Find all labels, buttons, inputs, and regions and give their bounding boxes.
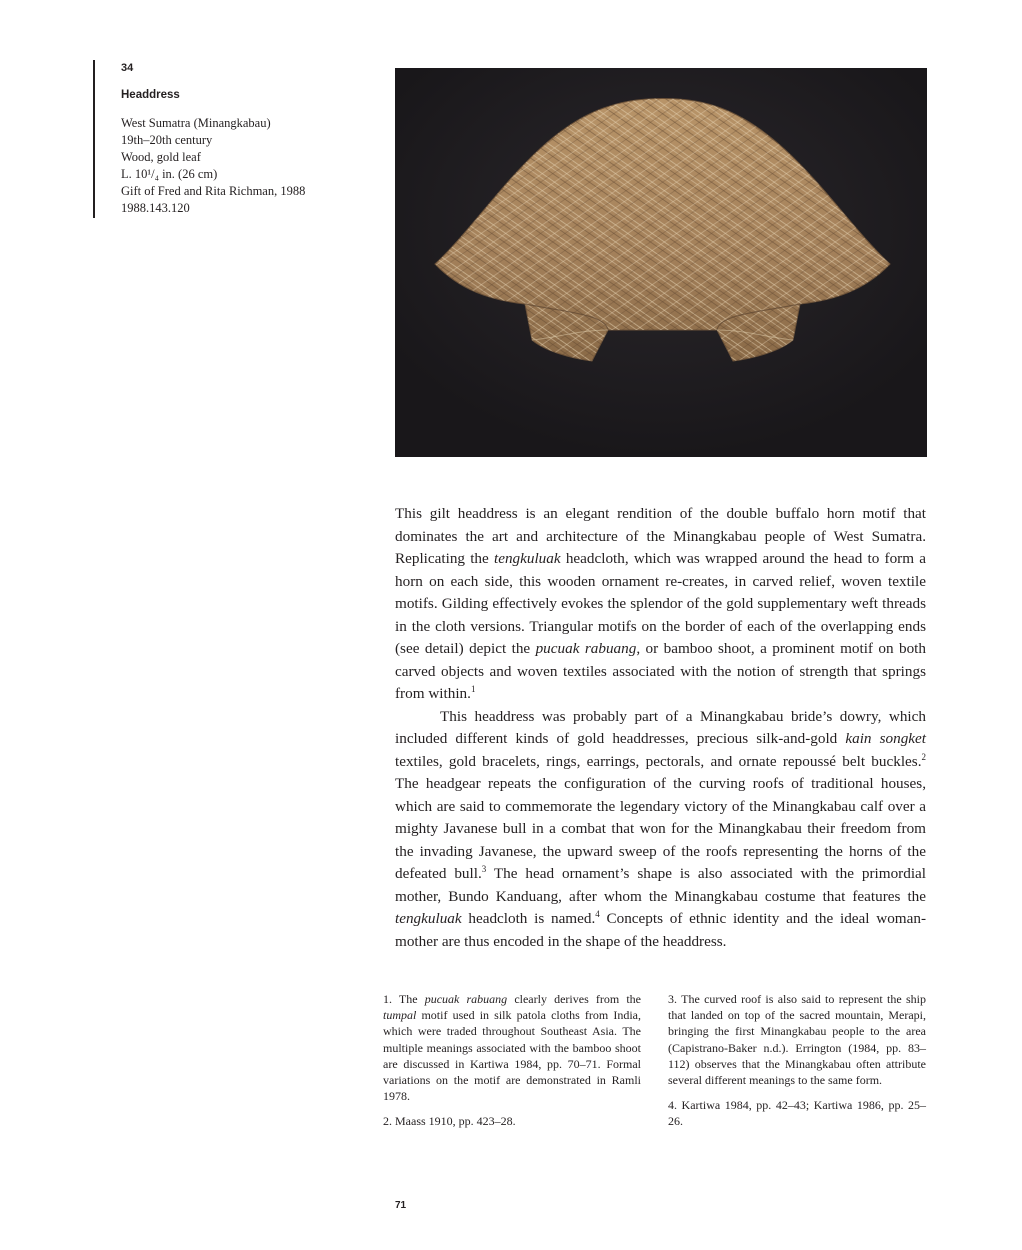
footnote-2: 2. Maass 1910, pp. 423–28.	[383, 1114, 516, 1129]
footnote-ref: 4	[595, 909, 600, 919]
text-run: textiles, gold bracelets, rings, earrings, pectorals, and ornate repoussé belt buckles.	[395, 752, 922, 770]
headdress-illustration	[395, 68, 927, 457]
detail-accession-number: 1988.143.120	[121, 201, 190, 215]
term-tengkuluak: tengkuluak	[493, 550, 561, 567]
term-pucuak-rabuang: pucuak rabuang	[535, 640, 637, 657]
detail-date: 19th–20th century	[121, 133, 213, 147]
margin-rule	[93, 60, 95, 218]
catalog-details	[121, 115, 381, 217]
footnote-1	[383, 991, 641, 1104]
page-number: 71	[395, 1200, 407, 1211]
text-run: The headgear repeats the configuration of the curving roofs of traditional houses, which are said to commemorate the legendary victory of the Minangkabau calf over a mighty Javanese bull in a combat that won for the Minangkabau their freedom from the invading Javanese, the upward sweep of the roofs representing the horns of the defeated bull.	[395, 775, 926, 882]
text-run: The head ornament’s shape is also associated with the primordial mother, Bundo Kanduang, after whom the Minangkabau costume that features the	[395, 865, 926, 905]
text-run: headcloth is named.	[461, 910, 596, 927]
footnote-ref: 1	[470, 684, 476, 694]
paragraph-2	[395, 706, 926, 954]
detail-provenance: West Sumatra (Minangkabau)	[121, 116, 271, 130]
footnote-3: 3. The curved roof is also said to represent the ship that landed on top of the sacred mountain, Merapi, bringing the first Minangkabau people to the area (Capistrano-Baker n.d.). Errington (1984, pp. 83–112) observes that the Minangkabau often attribute several different meanings to the same form.	[668, 992, 926, 1088]
footnotes-left-column	[383, 991, 641, 1139]
paragraph-1	[395, 503, 926, 706]
detail-credit-line: Gift of Fred and Rita Richman, 1988	[121, 184, 306, 198]
term-kain-songket: kain songket	[845, 730, 926, 747]
text-run: Concepts of ethnic identity and the ideal woman-mother are thus encoded in the shape of the headdress.	[395, 910, 926, 950]
term-tumpal: tumpal	[383, 1008, 417, 1023]
term-tengkuluak: tengkuluak	[395, 910, 462, 927]
text-run: , or bamboo shoot, a prominent motif on both carved objects and woven textiles associated with the notion of strength that springs from within.	[395, 640, 926, 702]
footnotes-right-column	[668, 991, 926, 1139]
text-run: This headdress was probably part of a Minangkabau bride’s dowry, which included different kinds of gold headdresses, precious silk-and-gold	[395, 707, 926, 747]
catalog-title: Headdress	[121, 89, 180, 101]
detail-medium: Wood, gold leaf	[121, 150, 201, 164]
text-run: motif used in silk patola cloths from India, which were traded throughout Southeast Asia. The multiple meanings associated with the bamboo shoot are discussed in Kartiwa 1984, pp. 70–71. Formal variations on the motif are demonstrated in Ramli 1978.	[383, 1008, 641, 1104]
text-run: 1. The	[383, 992, 425, 1006]
footnote-ref: 2	[921, 751, 926, 762]
catalog-number: 34	[121, 62, 134, 74]
term-pucuak-rabuang: pucuak rabuang	[424, 992, 508, 1006]
footnote-ref: 3	[481, 864, 487, 874]
text-run: headcloth, which was wrapped around the head to form a horn on each side, this wooden ornament re-creates, in carved relief, woven textile motifs. Gilding effectively evokes the splendor of the gold supplementary weft threads in the cloth versions. Triangular motifs on the border of each of the overlapping ends (see detail) depict the	[395, 550, 926, 657]
headdress-photograph	[395, 68, 927, 457]
text-run: clearly derives from the	[507, 992, 642, 1006]
text-run: This gilt headdress is an elegant rendition of the double buffalo horn motif that dominates the art and architecture of the Minangkabau people of West Sumatra. Replicating the	[395, 505, 926, 567]
footnote-4: 4. Kartiwa 1984, pp. 42–43; Kartiwa 1986, pp. 25–26.	[668, 1098, 926, 1129]
main-text	[395, 503, 926, 953]
detail-dimensions: L. 10¹/₄ in. (26 cm)	[121, 167, 218, 181]
